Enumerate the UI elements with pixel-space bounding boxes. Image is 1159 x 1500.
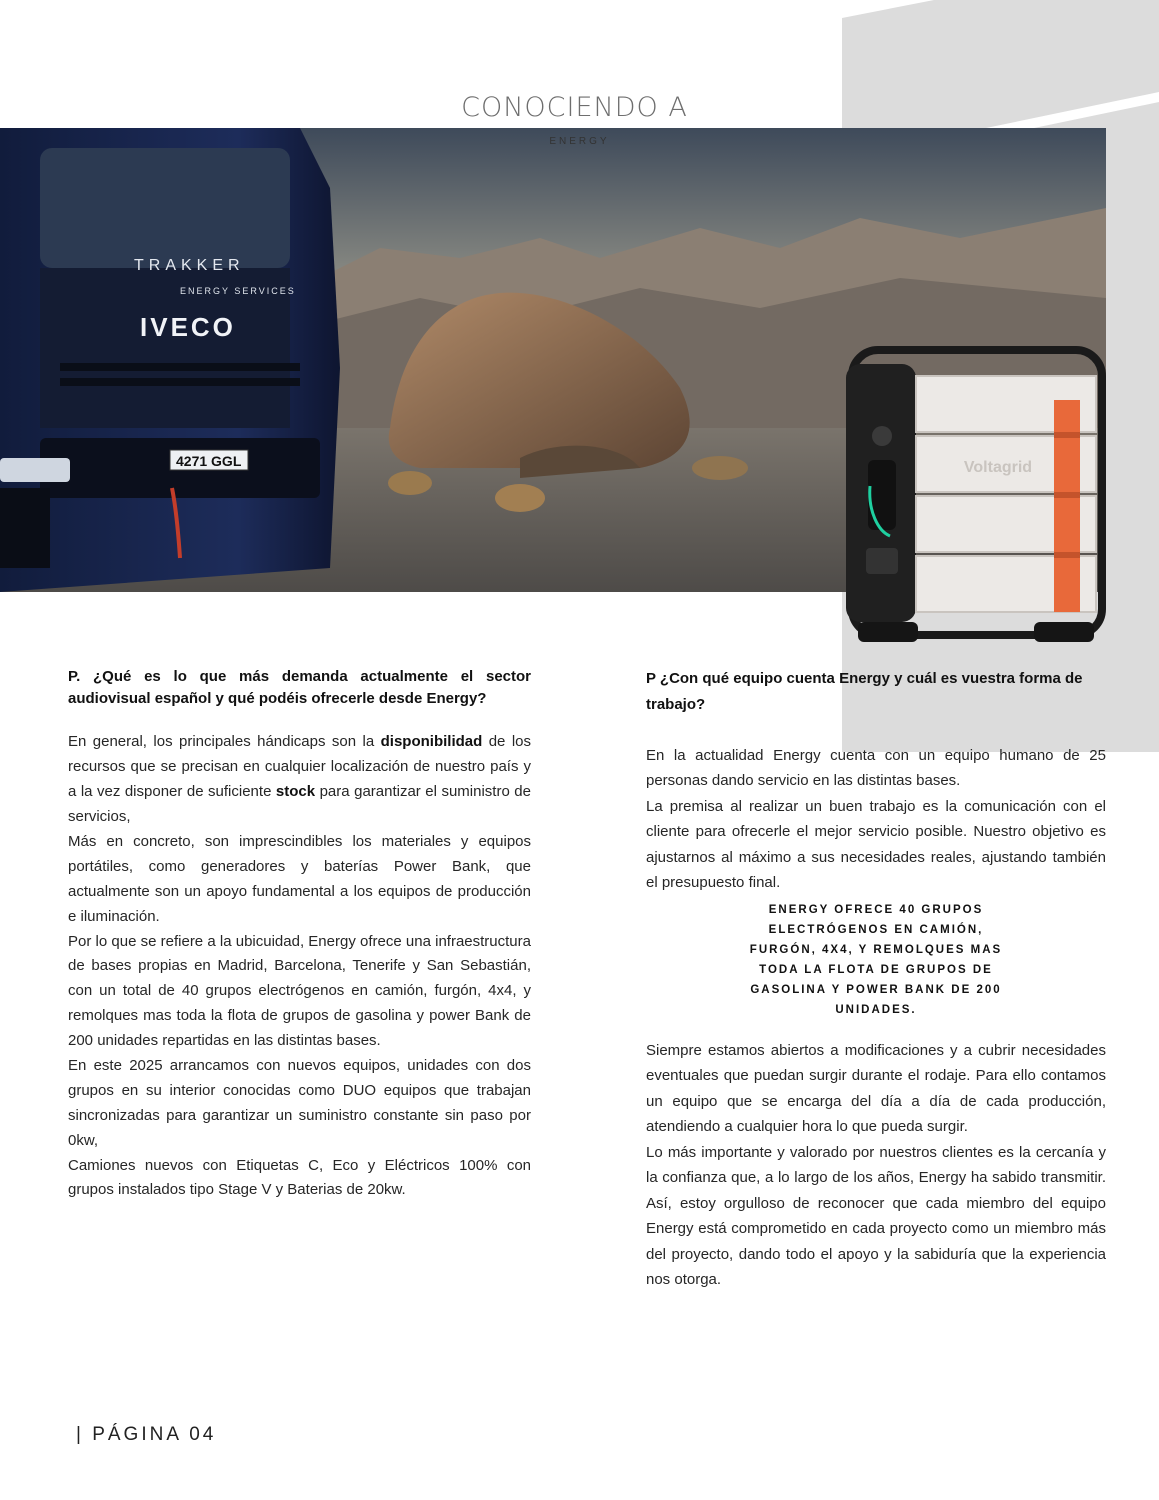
page-title: CONOCIENDO A <box>461 92 688 123</box>
power-station-image <box>838 336 1114 648</box>
paragraph: Siempre estamos abiertos a modificaciones y a cubrir necesidades eventuales que puedan surgir durante el rodaje. Para ello contamos un equipo que se encarga del día a día de cada producción, atendiendo a cualquier hora lo que pueda surgir. <box>646 1041 1106 1135</box>
truck-model-text: TRAKKER <box>134 257 245 274</box>
truck-logo-text: ENERGY SERVICES <box>180 286 296 296</box>
page-number: | PÁGINA 04 <box>76 1424 217 1445</box>
bold-text: disponibilidad <box>380 733 483 751</box>
text-run: para garantizar el suministro de servicios, <box>68 783 531 826</box>
truck-brand-text: IVECO <box>140 312 236 342</box>
paragraph <box>68 730 531 830</box>
paragraph: La premisa al realizar un buen trabajo es la comunicación con el cliente para ofrecerle el mejor servicio posible. Nuestro objetivo es ajustarnos al máximo a sus necesidades reales, ajustando también el presupuesto final. <box>646 797 1106 891</box>
page-subtitle: ENERGY <box>549 136 610 147</box>
text-run: En general, los principales hándicaps son la <box>68 733 381 751</box>
paragraph: Lo más importante y valorado por nuestros clientes es la cercanía y la confianza que, a lo largo de los años, Energy ha sabido transmitir. Así, estoy orgulloso de reconocer que cada miembro del equipo Energy está comprometido en cada proyecto como un miembro más del proyecto, dando todo el apoyo y la sabiduría que la experiencia nos otorga. <box>646 1143 1106 1288</box>
pull-quote: ENERGY OFRECE 40 GRUPOS ELECTRÓGENOS EN CAMIÓN, FURGÓN, 4X4, Y REMOLQUES MAS TODA LA FLOTA DE GRUPOS DE GASOLINA Y POWER BANK DE 200 UNIDADES. <box>749 903 1003 1016</box>
paragraph: Más en concreto, son imprescindibles los materiales y equipos portátiles, como generadores y baterías Power Bank, que actualmente son un apoyo fundamental a los equipos de producción e iluminación. <box>68 832 531 925</box>
left-column <box>68 666 531 1203</box>
question-left: P. ¿Qué es lo que más demanda actualmente el sector audiovisual español y qué podéis ofrecerle desde Energy? <box>68 668 531 708</box>
question-right: P ¿Con qué equipo cuenta Energy y cuál es vuestra forma de trabajo? <box>646 670 1083 714</box>
license-plate-text: 4271 GGL <box>176 453 242 469</box>
product-brand-text: Voltagrid <box>963 459 1033 476</box>
paragraph: Camiones nuevos con Etiquetas C, Eco y Eléctricos 100% con grupos instalados tipo Stage V y Baterias de 20kw. <box>68 1156 531 1199</box>
text-run: de los recursos que se precisan en cualquier localización de nuestro país y a la vez disponer de suficiente <box>68 733 531 801</box>
paragraph: En este 2025 arrancamos con nuevos equipos, unidades con dos grupos en su interior conocidas como DUO equipos que trabajan sincronizadas para garantizar un suministro constante sin paso por 0kw, <box>68 1056 531 1149</box>
paragraph: Por lo que se refiere a la ubicuidad, Energy ofrece una infraestructura de bases propias en Madrid, Barcelona, Tenerife y San Sebastián, con un total de 40 grupos electrógenos en camión, furgón, 4x4, y remolques mas toda la flota de grupos de gasolina y power Bank de 200 unidades repartidas en las distintas bases. <box>68 932 531 1050</box>
right-column <box>646 666 1106 1293</box>
paragraph: En la actualidad Energy cuenta con un equipo humano de 25 personas dando servicio en las distintas bases. <box>646 746 1106 789</box>
bold-text: stock <box>275 783 316 801</box>
